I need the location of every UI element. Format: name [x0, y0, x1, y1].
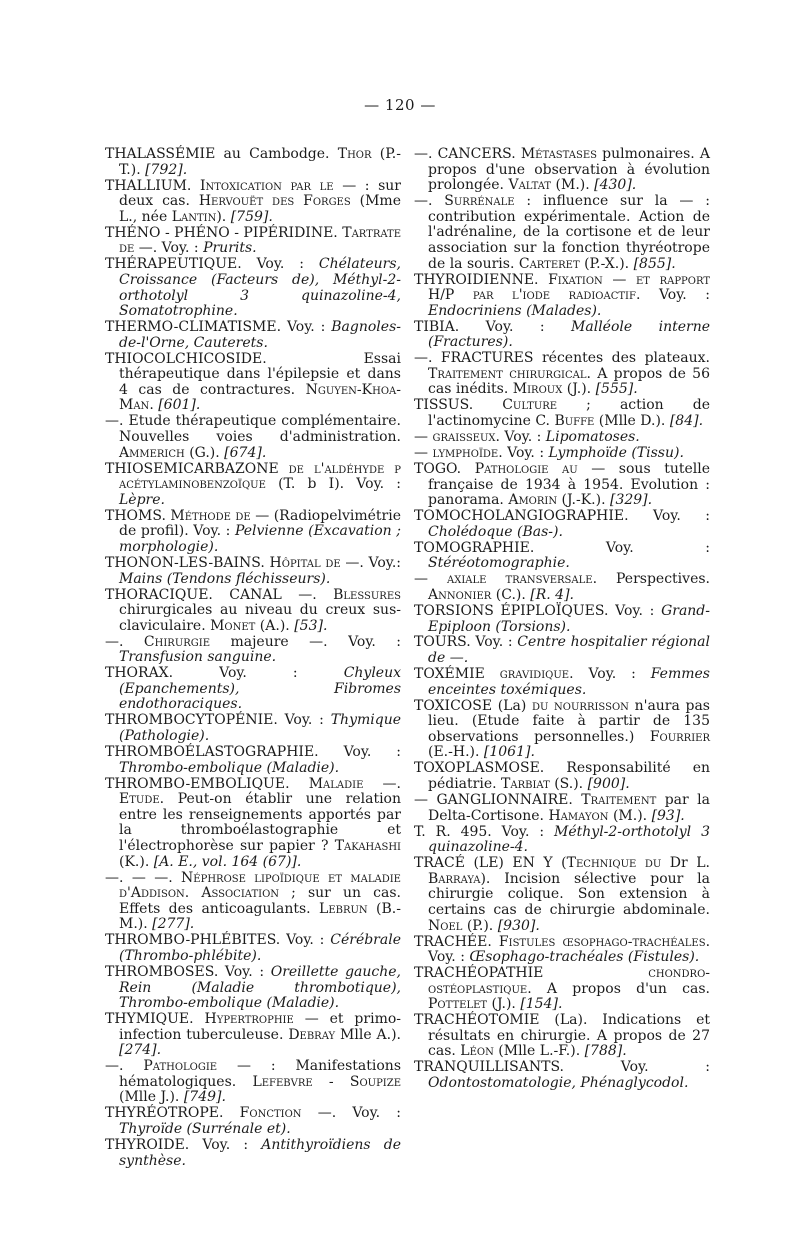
entry-text: . A propos de 56 cas inédits.: [428, 365, 710, 398]
entry-italic-text: Bagnoles-de-l'Orne, Cauterets.: [119, 319, 401, 351]
entry-italic-text: Stéréotomographie.: [428, 555, 570, 572]
index-entry: [414, 825, 710, 856]
entry-smallcaps-text: chondro-ostéoplastique: [428, 965, 710, 997]
entry-text: (Mlle L.-F.).: [493, 1043, 585, 1060]
entry-text: (Mlle J.).: [119, 1089, 184, 1106]
entry-smallcaps-text: Fistules œsophago-trachéales: [498, 933, 706, 950]
entry-italic-text: Chélateurs, Croissance (Facteurs de), Méthyl-2-orthotolyl 3 quinazoline-4, Somatotrophine.: [119, 256, 401, 320]
entry-text: (K.).: [119, 853, 154, 870]
index-entry: [105, 1059, 401, 1106]
index-entry: [414, 147, 710, 194]
entry-text: — (Radiopelvimétrie de profil). Voy. :: [119, 507, 401, 540]
entry-italic-text: Cholédoque (Bas-).: [428, 523, 563, 540]
entry-italic-text: [900].: [587, 776, 630, 792]
entry-smallcaps-text: Hôpital de: [269, 554, 341, 571]
index-entry: [414, 430, 710, 446]
index-entry: [414, 572, 710, 603]
index-entry: [105, 556, 401, 587]
entry-text: (C.).: [491, 586, 531, 603]
entry-smallcaps-text: Fonction: [239, 1105, 302, 1122]
entry-text: TRACHÉOPATHIE: [414, 965, 649, 982]
entry-smallcaps-text: Fourrier: [649, 728, 710, 745]
entry-text: — : sur deux cas.: [119, 177, 402, 210]
index-entry: [105, 509, 401, 556]
index-entry: [105, 871, 401, 933]
entry-text: (P.).: [462, 917, 498, 934]
entry-smallcaps-text: Chirurgie: [143, 633, 211, 650]
entry-text: — sous tutelle française de 1934 à 1954. Evolution : panorama.: [428, 461, 710, 509]
entry-text: TORSIONS ÉPIPLOÏQUES. Voy. :: [414, 602, 662, 619]
entry-text: THOMS.: [105, 507, 171, 524]
index-entry: [414, 856, 710, 934]
entry-italic-text: Thymique (Pathologie).: [119, 712, 401, 745]
entry-smallcaps-text: Annonier: [428, 586, 492, 603]
entry-text: —.: [414, 193, 445, 210]
index-entry: [414, 541, 710, 572]
index-entry: [105, 965, 401, 1012]
entry-text: TISSUS.: [414, 397, 503, 414]
entry-italic-text: Centre hospitalier régional de —.: [428, 634, 710, 667]
entry-text: ).: [216, 208, 231, 225]
entry-italic-text: [154].: [520, 996, 563, 1013]
entry-smallcaps-text: Pathologie: [143, 1058, 218, 1075]
entry-text: —. — —.: [105, 869, 182, 886]
right-column: [414, 147, 710, 1092]
entry-smallcaps-text: Hypertrophie: [204, 1011, 294, 1028]
page-number: — 120 —: [364, 96, 436, 114]
entry-italic-text: [84].: [669, 413, 704, 430]
entry-italic-text: Pelvienne (Excavation ; morphologie).: [119, 523, 401, 555]
entry-italic-text: [A. E., vol. 164 (67)].: [153, 853, 302, 870]
entry-text: (Mlle D.).: [594, 413, 670, 430]
index-entry: [105, 635, 401, 666]
entry-text: . Peut-on établir une relation entre les renseignements apportés par la thromboélastographie et l'électrophorèse sur papier ?: [119, 791, 401, 854]
index-entry: [414, 1013, 710, 1060]
entry-text: —: [414, 429, 433, 446]
index-entry: [105, 713, 401, 744]
entry-italic-text: [930].: [497, 917, 540, 934]
entry-text: TOXICOSE (La): [414, 697, 532, 714]
entry-text: —: [414, 571, 448, 588]
entry-smallcaps-text: lymphoïde: [432, 445, 499, 462]
entry-italic-text: Lymphoïde (Tissu).: [548, 445, 684, 462]
entry-text: n'aura pas lieu. (Etude faite à partir de 135 observations personnelles.): [428, 697, 710, 745]
index-entry: [105, 1138, 401, 1169]
entry-smallcaps-text: Ammerich: [119, 444, 185, 461]
left-column: [105, 147, 401, 1170]
entry-text: (A.).: [255, 617, 295, 634]
entry-text: TOXÉMIE: [414, 666, 500, 683]
index-entry: [414, 699, 710, 761]
entry-text: (T. b I). Voy. :: [265, 476, 401, 493]
entry-text: —. Voy.:: [340, 554, 401, 571]
index-entry: [414, 604, 710, 635]
entry-text: THONON-LES-BAINS.: [105, 554, 270, 571]
index-entry: [414, 667, 710, 698]
entry-smallcaps-text: Pathologie au: [474, 461, 578, 477]
entry-text: —: [414, 445, 433, 462]
entry-text: THÉRAPEUTIQUE. Voy. :: [105, 256, 319, 273]
entry-text: Mlle A.).: [335, 1026, 402, 1043]
entry-smallcaps-text: Thor: [337, 146, 372, 162]
entry-text: . A propos d'un cas.: [527, 980, 710, 997]
entry-text: (J.).: [562, 381, 596, 398]
entry-text: . Voy. :: [569, 666, 651, 683]
index-entry: [105, 414, 401, 461]
entry-smallcaps-text: Surrénale: [444, 193, 515, 210]
entry-text: THÉNO - PHÉNO - PIPÉRIDINE.: [105, 224, 343, 241]
entry-smallcaps-text: Valtat: [508, 177, 552, 194]
entry-italic-text: Malléole interne (Fractures).: [428, 318, 710, 351]
entry-smallcaps-text: Hamayon: [548, 807, 609, 824]
entry-text: THIOCOLCHICOSIDE. Essai thérapeutique dans l'épilepsie et dans 4 cas de contractures.: [105, 350, 401, 398]
entry-text: TIBIA. Voy. :: [414, 318, 572, 335]
entry-italic-text: [53].: [294, 617, 328, 634]
index-entry: [105, 179, 401, 226]
index-entry: [105, 666, 401, 713]
entry-smallcaps-text: Pottelet: [428, 996, 488, 1013]
entry-text: THYROIDIENNE.: [414, 271, 549, 288]
entry-smallcaps-text: Culture: [502, 397, 558, 414]
entry-italic-text: Lèpre.: [119, 491, 165, 508]
index-entry: [105, 745, 401, 776]
entry-italic-text: Prurits.: [203, 240, 257, 257]
entry-text: —. Voy. :: [301, 1105, 401, 1122]
entry-text: ; sur un cas. Effets des anticoagulants.: [119, 885, 401, 917]
entry-italic-text: [274].: [119, 1042, 162, 1059]
entry-smallcaps-text: Fixation — et rapport H/P par l'iode radioactif: [428, 271, 710, 304]
entry-italic-text: Femmes enceintes toxémiques.: [428, 666, 710, 698]
entry-smallcaps-text: Léon: [460, 1043, 494, 1060]
entry-smallcaps-text: Méthode de: [170, 507, 251, 524]
entry-text: THROMBOÉLASTOGRAPHIE. Voy. :: [105, 744, 401, 761]
entry-text: THORAX. Voy. :: [105, 665, 344, 682]
entry-smallcaps-text: Hervouët des Forges: [198, 193, 351, 210]
entry-text: TOMOCHOLANGIOGRAPHIE. Voy. :: [414, 508, 710, 525]
index-entry: [414, 966, 710, 1013]
entry-text: —. Voy. :: [134, 240, 204, 257]
entry-text: (J.).: [487, 996, 521, 1013]
entry-italic-text: Méthyl-2-orthotolyl 3 quinazoline-4.: [428, 823, 710, 856]
entry-text: (E.-H.).: [428, 744, 484, 761]
entry-smallcaps-text: Traitement: [581, 791, 657, 808]
entry-italic-text: Thrombo-embolique (Maladie).: [119, 759, 340, 776]
entry-italic-text: [430].: [594, 177, 637, 194]
index-entry: [105, 1012, 401, 1059]
entry-text: . Perspectives.: [592, 571, 710, 588]
entry-text: TOMOGRAPHIE. Voy. :: [414, 539, 710, 556]
entry-italic-text: [329].: [610, 492, 653, 509]
entry-italic-text: Mains (Tendons fléchisseurs).: [119, 570, 331, 587]
entry-text: .: [149, 397, 159, 414]
index-entry: [414, 351, 710, 398]
entry-italic-text: [93].: [651, 807, 685, 824]
index-entry: [414, 398, 710, 429]
entry-smallcaps-text: Debray: [288, 1026, 336, 1043]
entry-italic-text: [759].: [230, 208, 273, 225]
entry-text: THERMO-CLIMATISME. Voy. :: [105, 319, 332, 336]
entry-italic-text: Cérébrale (Thrombo-phlébite).: [119, 932, 401, 964]
entry-smallcaps-text: Buffe: [554, 413, 595, 430]
entry-text: . Voy. :: [428, 933, 711, 966]
entry-smallcaps-text: gravidique: [499, 666, 570, 683]
entry-smallcaps-text: Monet: [210, 617, 256, 634]
entry-text: —. Etude thérapeutique complémentaire. Nouvelles voies d'administration.: [105, 413, 401, 446]
entry-smallcaps-text: Takahashi: [334, 837, 401, 854]
entry-smallcaps-text: Lebrun: [319, 900, 368, 917]
index-entry: [414, 935, 710, 966]
entry-smallcaps-text: Miroux: [512, 381, 563, 398]
entry-italic-text: Grand-Epiploon (Torsions).: [428, 602, 710, 635]
entry-italic-text: [674].: [224, 444, 267, 461]
entry-text: —.: [105, 633, 144, 650]
entry-text: THROMBOSES. Voy. :: [105, 963, 271, 980]
entry-italic-text: Endocriniens (Malades).: [428, 302, 602, 319]
entry-text: : influence sur la — : contribution expérimentale. Action de l'adrénaline, de la cortisone et de leur association sur la fonction thyréotrope de la souris.: [428, 193, 710, 272]
entry-italic-text: Chyleux (Epanchements), Fibromes endothoraciques.: [119, 665, 401, 713]
entry-italic-text: Thyroïde (Surrénale et).: [119, 1121, 291, 1138]
entry-text: —. CANCERS.: [414, 146, 521, 162]
entry-text: THYRÉOTROPE.: [105, 1105, 240, 1122]
index-entry: [414, 1060, 710, 1091]
index-entry: [414, 761, 710, 792]
entry-text: chirurgicales au niveau du creux sus-claviculaire.: [119, 602, 401, 634]
entry-smallcaps-text: Etude: [119, 791, 160, 808]
entry-smallcaps-text: Lantin: [171, 208, 217, 225]
entry-italic-text: Œsophago-trachéales (Fistules).: [469, 949, 700, 966]
index-entry: [414, 446, 710, 462]
entry-italic-text: [855].: [633, 255, 676, 272]
index-entry: [414, 509, 710, 540]
entry-text: TRACÉ (LE) EN Y (: [414, 855, 567, 872]
entry-text: THIOSEMICARBAZONE: [105, 460, 289, 477]
index-entry: [414, 635, 710, 666]
entry-text: . Voy. :: [635, 287, 711, 304]
entry-text: (P.-X.).: [579, 255, 634, 272]
entry-smallcaps-text: L. Barraya: [428, 855, 710, 887]
entry-text: . Voy. :: [498, 445, 549, 462]
entry-text: THROMBO-EMBOLIQUE.: [105, 775, 309, 792]
entry-text: TRANQUILLISANTS. Voy. :: [414, 1059, 710, 1076]
entry-smallcaps-text: Maladie: [308, 775, 364, 792]
entry-text: THALLIUM.: [105, 177, 200, 194]
entry-italic-text: [R. 4].: [530, 586, 575, 603]
entry-smallcaps-text: Nguyen-Khoa-Man: [119, 381, 401, 414]
entry-smallcaps-text: Tartrate de: [119, 224, 401, 257]
entry-smallcaps-text: axiale transversale: [447, 571, 593, 588]
entry-text: TOGO.: [414, 461, 475, 477]
entry-text: (J.-K.).: [557, 492, 610, 509]
entry-text: THROMBO-PHLÉBITES. Voy. :: [105, 932, 331, 949]
entry-smallcaps-text: Intoxication par le: [199, 177, 334, 194]
entry-smallcaps-text: Néphrose lipoïdique et maladie d'Addison. Association: [119, 869, 401, 902]
entry-text: ). Incision sélective pour la chirurgie colique. Son extension à certains cas de chirurgie abdominale.: [428, 870, 710, 918]
index-entry: [414, 320, 710, 351]
entry-smallcaps-text: Métastases: [520, 146, 597, 162]
index-entry: [414, 273, 710, 320]
entry-text: — : Manifestations hématologiques.: [119, 1058, 401, 1090]
entry-italic-text: [1061].: [483, 744, 535, 761]
entry-text: (G.).: [184, 444, 225, 461]
entry-text: (M.).: [551, 177, 595, 194]
index-entry: [414, 793, 710, 824]
entry-text: majeure —. Voy. :: [210, 633, 401, 650]
index-entry: [414, 194, 710, 272]
entry-text: THROMBOCYTOPÉNIE. Voy. :: [105, 712, 331, 729]
entry-text: — et primo-infection tuberculeuse.: [119, 1011, 401, 1043]
entry-italic-text: [555].: [595, 381, 638, 398]
entry-text: ; action de l'actinomycine C.: [428, 397, 710, 430]
index-entry: [105, 147, 401, 178]
entry-italic-text: [277].: [152, 916, 195, 933]
entry-text: (M.).: [608, 807, 652, 824]
entry-italic-text: Odontostomatologie, Phénaglycodol.: [428, 1075, 689, 1092]
entry-text: . Voy. :: [495, 429, 546, 446]
index-entry: [105, 257, 401, 319]
entry-text: —.: [105, 1058, 144, 1075]
entry-italic-text: Lipomatoses.: [545, 429, 640, 446]
entry-text: (B.-M.).: [119, 900, 401, 933]
entry-text: —.: [363, 775, 401, 792]
index-entry: [105, 462, 401, 509]
index-entry: [105, 226, 401, 257]
entry-italic-text: [792].: [145, 161, 188, 178]
entry-text: THALASSÉMIE au Cambodge.: [105, 146, 338, 162]
entry-italic-text: Transfusion sanguine.: [119, 649, 277, 666]
index-entry: [105, 1106, 401, 1137]
entry-text: TRACHÉE.: [414, 933, 499, 950]
entry-text: T. R. 495. Voy. :: [414, 823, 555, 840]
entry-italic-text: Oreillette gauche, Rein (Maladie thrombotique), Thrombo-embolique (Maladie).: [119, 963, 401, 1012]
index-entry: [105, 588, 401, 635]
entry-text: (S.).: [549, 776, 588, 792]
entry-text: TRACHÉOTOMIE (La). Indications et résultats en chirurgie. A propos de 27 cas.: [414, 1012, 710, 1060]
index-entry: [105, 777, 401, 871]
entry-smallcaps-text: Technique du: [566, 855, 662, 872]
entry-text: TOURS. Voy. :: [414, 634, 518, 651]
entry-text: — GANGLIONNAIRE.: [414, 791, 582, 808]
entry-italic-text: Antithyroïdiens de synthèse.: [119, 1137, 401, 1169]
entry-text: par la Delta-Cortisone.: [428, 791, 710, 824]
entry-smallcaps-text: Noel: [428, 917, 463, 934]
index-entry: [105, 933, 401, 964]
entry-smallcaps-text: Lefebvre - Soupize: [252, 1073, 401, 1090]
entry-text: (Mme L., née: [119, 193, 401, 225]
entry-italic-text: [749].: [183, 1089, 226, 1106]
entry-text: THYMIQUE.: [105, 1011, 205, 1028]
entry-text: pulmonaires. A propos d'une observation à évolution prolongée.: [428, 146, 710, 194]
entry-smallcaps-text: graisseux: [432, 429, 496, 446]
index-entry: [105, 320, 401, 351]
entry-smallcaps-text: Tarbiat: [501, 776, 550, 792]
index-entry: [414, 462, 710, 509]
entry-text: —. FRACTURES récentes des plateaux.: [414, 350, 710, 367]
entry-smallcaps-text: Carteret: [518, 255, 580, 272]
entry-text: (P.-T.).: [119, 146, 401, 178]
entry-smallcaps-text: de l'aldéhyde p acétylaminobenzoïque: [119, 460, 401, 493]
entry-text: Dr: [661, 855, 697, 872]
entry-italic-text: [788].: [584, 1043, 627, 1060]
entry-text: THORACIQUE. CANAL —.: [105, 586, 334, 603]
entry-text: TOXOPLASMOSE. Responsabilité en pédiatrie.: [414, 760, 710, 792]
entry-text: THYROIDE. Voy. :: [105, 1137, 262, 1153]
entry-smallcaps-text: Amorin: [508, 492, 558, 509]
entry-smallcaps-text: Traitement chirurgical: [428, 365, 587, 382]
index-entry: [105, 352, 401, 414]
entry-smallcaps-text: Blessures: [333, 586, 401, 603]
entry-italic-text: [601].: [158, 397, 201, 414]
entry-smallcaps-text: du nourrisson: [531, 697, 629, 714]
